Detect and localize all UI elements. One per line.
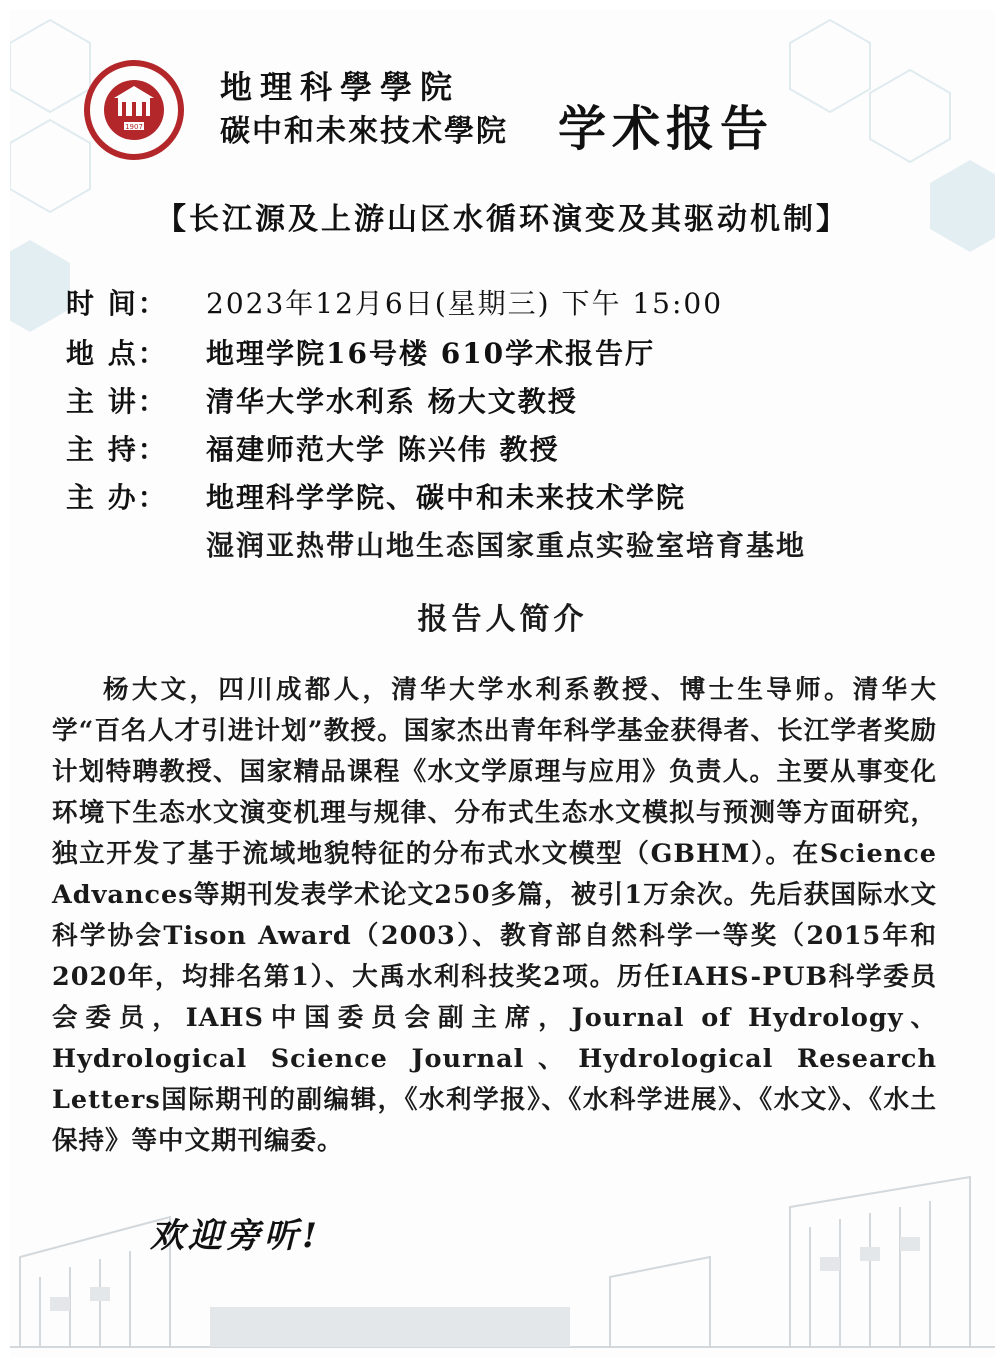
info-row-location (66, 332, 655, 372)
info-label: 主 办： (66, 481, 168, 514)
info-label: 主 持： (66, 433, 168, 466)
university-seal-logo (82, 58, 186, 162)
info-value: 地理学院16号楼 610学术报告厅 (206, 337, 656, 370)
info-row-host (66, 428, 560, 468)
speaker-bio-heading: 报告人简介 (417, 602, 588, 637)
info-row-time (66, 282, 723, 322)
info-label: 时 间： (66, 287, 168, 320)
organizer-continued: 湿润亚热带山地生态国家重点实验室培育基地 (206, 529, 807, 562)
school-name-carbon-neutral: 碳中和未來技术學院 (220, 114, 508, 149)
info-value: 地理科学学院、碳中和未来技术学院 (206, 481, 687, 514)
speaker-bio-text: 杨大文，四川成都人，清华大学水利系教授、博士生导师。清华大学“百名人才引进计划”教授。国家杰出青年科学基金获得者、长江学者奖励计划特聘教授、国家精品课程《水文学原理与应用》负责人。主要从事变化环境下生态水文演变机理与规律、分布式生态水文模拟与预测等方面研究，独立开发了基于流域地貌特征的分布式水文模型（GBHM）。在Science Advances等期刊发表学术论文250多篇，被引1万余次。先后获国际水文科学协会Tison Award（2003）、教育部自然科学一等奖（2015年和2020年，均排名第1）、大禹水利科技奖2项。历任IAHS-PUB科学委员会委员，IAHS中国委员会副主席，Journal of Hydrology、Hydrological Science Journal、Hydrological Research Letters国际期刊的副编辑，《水利学报》、《水科学进展》、《水文》、《水土保持》等中文期刊编委。 (52, 675, 937, 1156)
info-label: 主 讲： (66, 385, 168, 418)
info-value: 福建师范大学 陈兴伟 教授 (206, 433, 560, 466)
seal-year: 1907 (125, 123, 143, 131)
info-row-organizer (66, 476, 686, 516)
info-value: 2023年12月6日(星期三) 下午 15:00 (206, 287, 724, 320)
report-type-title: 学术报告 (558, 101, 775, 157)
info-value: 清华大学水利系 杨大文教授 (206, 385, 578, 418)
poster (10, 10, 995, 1357)
info-row-speaker (66, 380, 578, 420)
school-name-geography: 地理科學學院 (220, 68, 461, 106)
info-label: 地 点： (66, 337, 168, 370)
report-topic: 【长江源及上游山区水循环演变及其驱动机制】 (156, 202, 849, 237)
welcome-message: 欢迎旁听! (150, 1216, 321, 1256)
